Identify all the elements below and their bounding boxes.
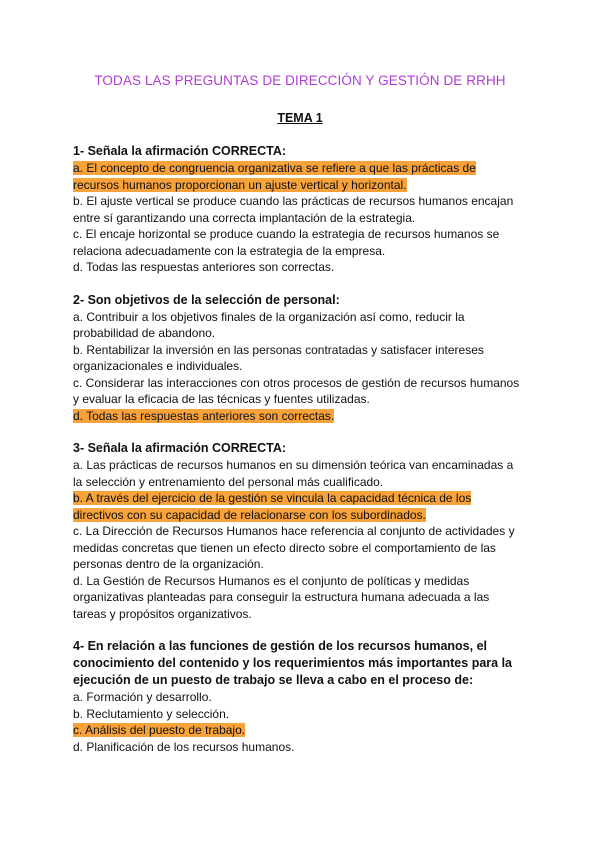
option-d: d. Todas las respuestas anteriores son correctas.	[73, 260, 335, 274]
option-b: b. El ajuste vertical se produce cuando las prácticas de recursos humanos encajan	[73, 194, 514, 208]
option-c-cont: relaciona adecuadamente con la estrategia de la empresa.	[73, 243, 386, 258]
correct-answer-highlight: b. A través del ejercicio de la gestión se vincula la capacidad técnica de los	[73, 491, 472, 505]
question-3	[73, 440, 533, 622]
option-c-cont: personas dentro de la organización.	[73, 557, 264, 571]
option-b: b. Rentabilizar la inversión en las personas contratadas y satisfacer intereses	[73, 342, 484, 357]
question-title: 4- En relación a las funciones de gestión de los recursos humanos, el	[73, 639, 488, 653]
question-title-cont: ejecución de un puesto de trabajo se lleva a cabo en el proceso de:	[73, 673, 474, 687]
option-b-cont: entre sí garantizando una correcta implantación de la estrategia.	[73, 210, 416, 225]
question-title: 2- Son objetivos de la selección de personal:	[73, 292, 340, 307]
option-c: c. El encaje horizontal se produce cuando la estrategia de recursos humanos se	[73, 227, 500, 241]
question-4	[73, 638, 533, 755]
option-a: a. Las prácticas de recursos humanos en su dimensión teórica van encaminadas a	[73, 458, 514, 472]
option-d-cont: tareas y propósitos organizativos.	[73, 606, 252, 621]
option-a	[73, 160, 533, 177]
document-title: TODAS LAS PREGUNTAS DE DIRECCIÓN Y GESTIÓN DE RRHH	[94, 73, 506, 88]
option-b-cont: organizacionales e individuales.	[73, 359, 243, 373]
question-title: 3- Señala la afirmación CORRECTA:	[73, 441, 287, 455]
question-title: 1- Señala la afirmación CORRECTA:	[73, 144, 287, 158]
questions-list	[73, 143, 533, 771]
option-c	[73, 722, 533, 739]
option-c-cont: y evaluar la eficacia de las técnicas y fuentes utilizadas.	[73, 392, 370, 406]
option-d	[73, 408, 533, 425]
option-c: c. Considerar las interacciones con otros procesos de gestión de recursos humanos	[73, 375, 520, 390]
section-heading: TEMA 1	[277, 111, 323, 125]
question-2	[73, 292, 533, 425]
option-b	[73, 490, 533, 507]
option-d: d. Planificación de los recursos humanos.	[73, 739, 295, 754]
correct-answer-highlight: directivos con su capacidad de relacionarse con los subordinados.	[73, 507, 426, 522]
option-b-cont	[73, 507, 533, 524]
correct-answer-highlight: recursos humanos proporcionan un ajuste vertical y horizontal.	[73, 177, 407, 192]
option-d: d. La Gestión de Recursos Humanos es el conjunto de políticas y medidas	[73, 573, 470, 588]
option-a-cont: probabilidad de abandono.	[73, 326, 216, 340]
option-c: c. La Dirección de Recursos Humanos hace referencia al conjunto de actividades y	[73, 524, 515, 538]
option-a: a. Contribuir a los objetivos finales de la organización así como, reducir la	[73, 309, 465, 324]
option-a-cont: la selección y entrenamiento del personal más cualificado.	[73, 474, 384, 489]
question-1	[73, 143, 533, 276]
option-a: a. Formación y desarrollo.	[73, 690, 212, 704]
option-c-cont: medidas concretas que tienen un efecto directo sobre el comportamiento de las	[73, 540, 496, 555]
option-a-cont	[73, 177, 533, 194]
option-d-cont: organizativas planteadas para conseguir la estructura humana adecuada a las	[73, 590, 490, 604]
correct-answer-highlight: c. Análisis del puesto de trabajo.	[73, 723, 246, 737]
option-b: b. Reclutamiento y selección.	[73, 706, 230, 721]
question-title-cont: conocimiento del contenido y los requerimientos más importantes para la	[73, 656, 512, 670]
correct-answer-highlight: d. Todas las respuestas anteriores son correctas.	[73, 408, 335, 423]
correct-answer-highlight: a. El concepto de congruencia organizativa se refiere a que las prácticas de	[73, 161, 476, 175]
